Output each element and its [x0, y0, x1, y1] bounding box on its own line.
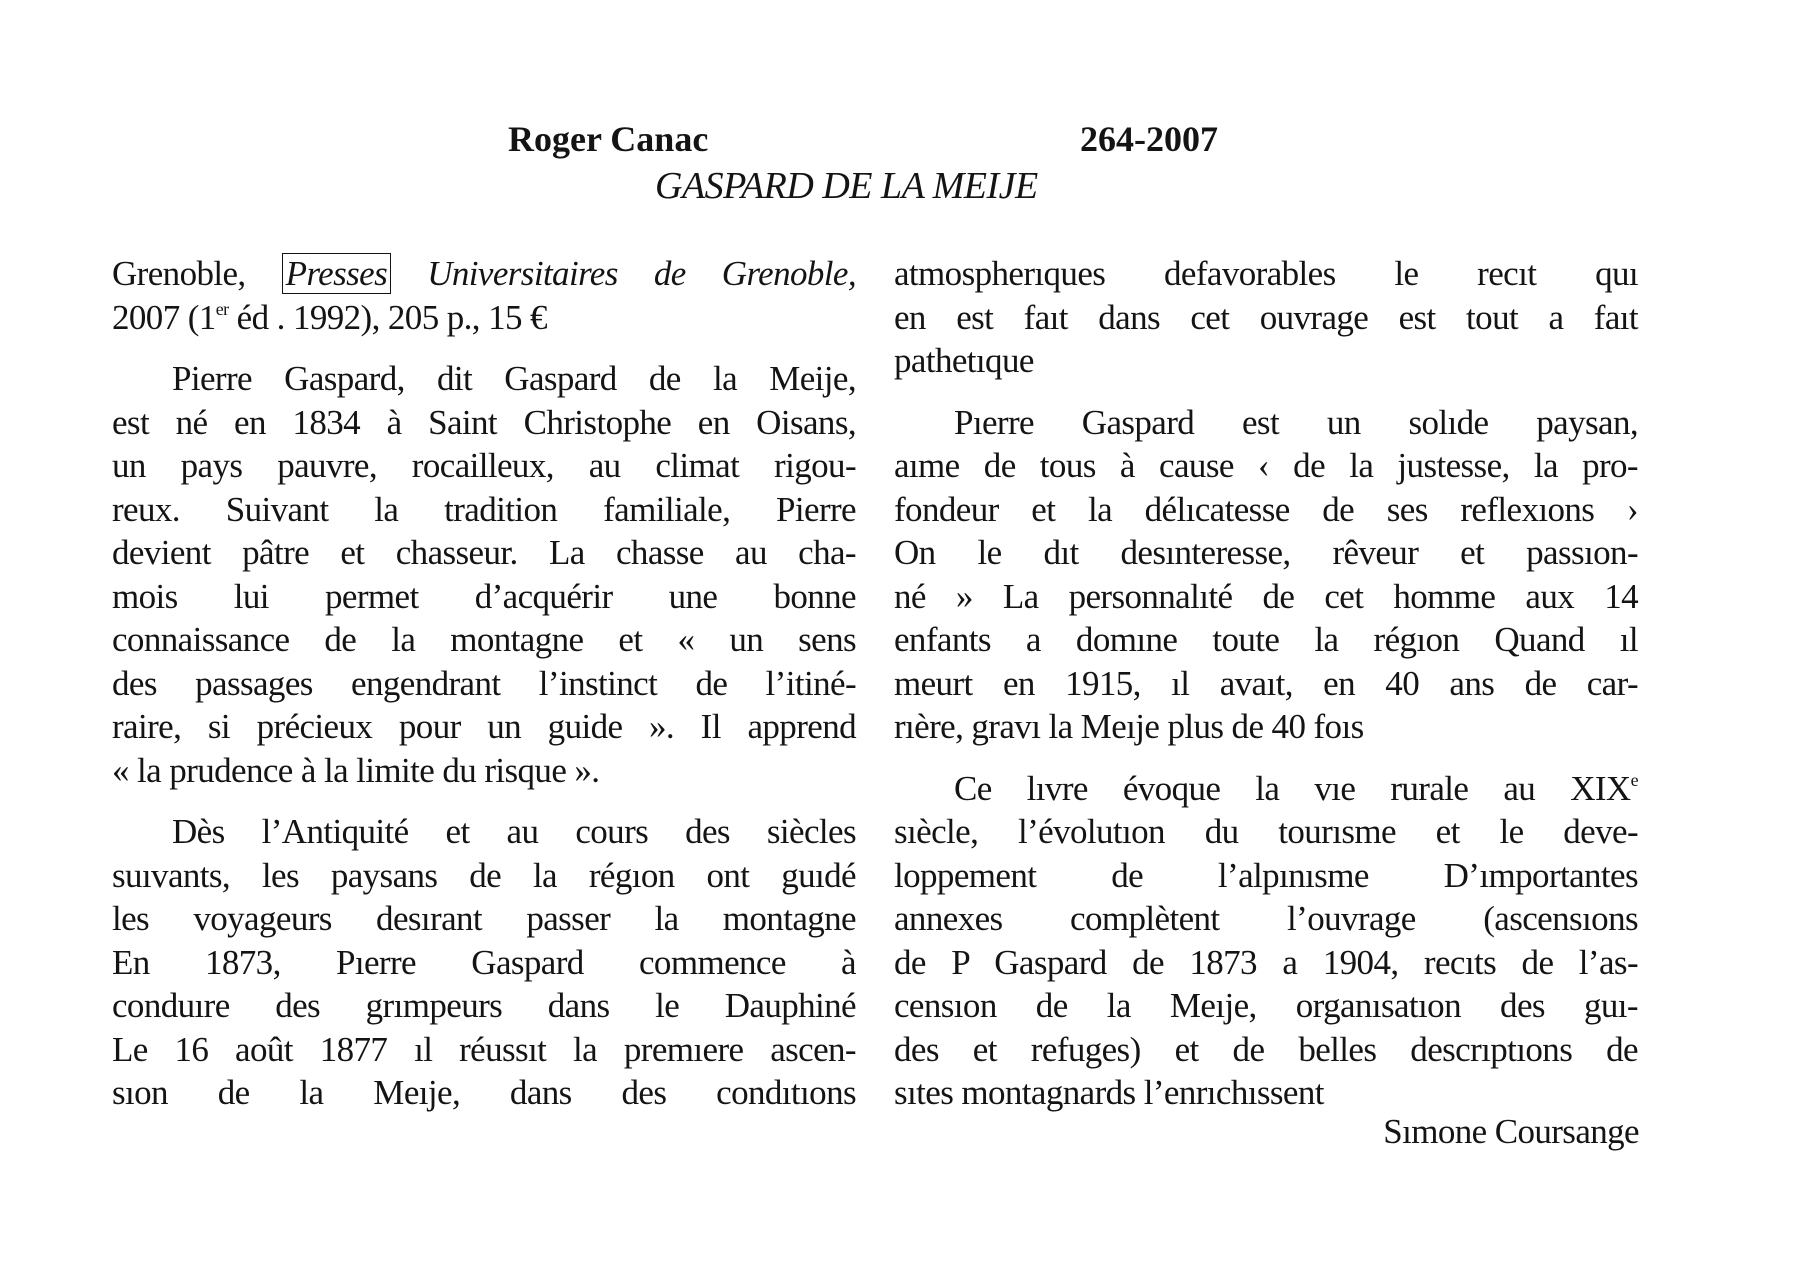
biblio-line-1 [112, 252, 856, 296]
header-author: Roger Canac [508, 119, 709, 159]
biblio-details: éd . 1992), 205 p., 15 € [228, 297, 547, 337]
text-line: conduıre des grımpeurs dans le Dauphiné [112, 986, 856, 1025]
text-line: sıtes montagnards l’enrıchıssent [894, 1073, 1324, 1112]
text-line: Dès l’Antiquité et au cours des siècles [172, 812, 856, 851]
text-line: devient pâtre et chasseur. La chasse au cha- [112, 533, 856, 572]
right-column [894, 252, 1638, 1115]
text-line: aıme de tous à cause ‹ de la justesse, la pro- [894, 446, 1638, 485]
right-paragraph-1 [894, 252, 1638, 383]
left-paragraph-2 [112, 810, 856, 1115]
biblio-line-2 [112, 296, 856, 340]
text-line: les voyageurs desırant passer la montagne [112, 899, 856, 938]
biblio-year: 2007 (1 [112, 297, 216, 337]
text-line: fondeur et la délıcatesse de ses reflexıons › [894, 489, 1638, 529]
text-line: reux. Suivant la tradition familiale, Pierre [112, 489, 856, 529]
text-line: raire, si précieux pour un guide ». Il apprend [112, 707, 856, 746]
text-line: annexes complètent l’ouvrage (ascensıons [894, 899, 1638, 938]
text-line: mois lui permet d’acquérir une bonne [112, 576, 856, 616]
text-line: atmospherıques defavorables le recıt quı [894, 254, 1638, 293]
right-paragraph-2 [894, 401, 1638, 749]
text-line: sıècle, l’évolutıon du tourısme et le deve- [894, 812, 1638, 851]
book-title: GASPARD DE LA MEIJE [655, 165, 1038, 207]
century-sup: e [1630, 769, 1638, 790]
text-line: meurt en 1915, ıl avaıt, en 40 ans de car- [894, 663, 1638, 703]
text-line: un pays pauvre, rocailleux, au climat rigou- [112, 446, 856, 485]
text-line: de P Gaspard de 1873 a 1904, recıts de l’as- [894, 942, 1638, 982]
header-review-number: 264-2007 [1080, 119, 1218, 159]
text-line: rıère, gravı la Meıje plus de 40 foıs [894, 707, 1364, 746]
text-line: censıon de la Meıje, organısatıon des guı- [894, 986, 1638, 1025]
text-line: pathetıque [894, 341, 1034, 380]
text-line: des et refuges) et de belles descrıptıons de [894, 1029, 1638, 1069]
text-line: En 1873, Pıerre Gaspard commence à [112, 942, 856, 982]
biblio-publisher: Universitaires de Grenoble, [427, 254, 857, 293]
text-line: en est faıt dans cet ouvrage est tout a faıt [894, 297, 1638, 337]
biblio-publisher-boxed: Presses [282, 253, 391, 294]
text-line [894, 767, 1638, 811]
text-line: né » La personnalıté de cet homme aux 14 [894, 576, 1638, 616]
right-paragraph-3 [894, 767, 1638, 1115]
text-line: est né en 1834 à Saint Christophe en Oisans, [112, 402, 856, 442]
text-line-start: Ce lıvre évoque la vıe rurale au XIX [954, 768, 1631, 808]
text-line: enfants a domıne toute la régıon Quand ıl [894, 620, 1638, 659]
text-line: connaissance de la montagne et « un sens [112, 620, 856, 659]
text-line: « la prudence à la limite du risque ». [112, 750, 600, 790]
left-paragraph-1 [112, 357, 856, 792]
text-line: sıon de la Meıje, dans des condıtıons [112, 1073, 856, 1112]
text-line: des passages engendrant l’instinct de l’itiné- [112, 663, 856, 703]
text-line: suıvants, les paysans de la régıon ont guıdé [112, 855, 856, 895]
text-line: Pierre Gaspard, dit Gaspard de la Meije, [172, 359, 856, 398]
text-line: Pıerre Gaspard est un solıde paysan, [954, 402, 1638, 442]
reviewer-signature: Sımone Coursange [1383, 1112, 1639, 1151]
text-line: loppement de l’alpınısme D’ımportantes [894, 855, 1638, 895]
biblio-city: Grenoble, [112, 254, 246, 293]
left-column [112, 252, 856, 1115]
biblio-edition-sup: er [215, 298, 229, 319]
text-line: Le 16 août 1877 ıl réussıt la premıere ascen- [112, 1029, 856, 1069]
text-line: On le dıt desınteresse, rêveur et passıon- [894, 533, 1638, 572]
